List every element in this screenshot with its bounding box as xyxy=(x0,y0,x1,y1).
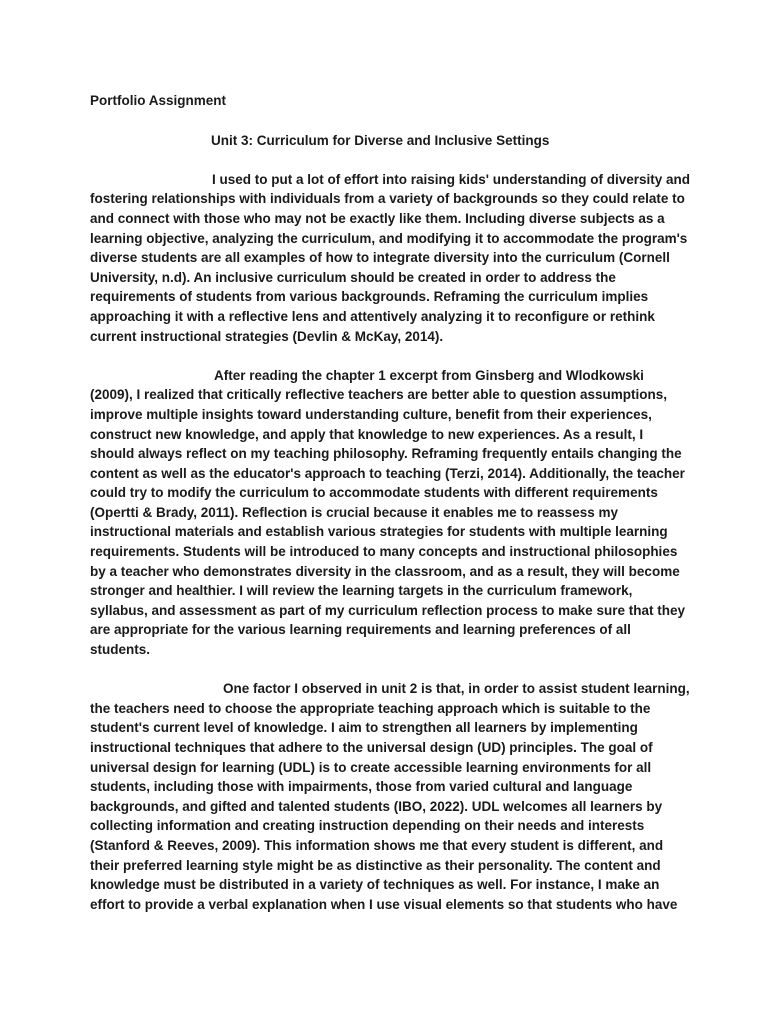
document-heading: Portfolio Assignment xyxy=(90,93,227,108)
paragraph-2: After reading the chapter 1 excerpt from Ginsberg and Wlodkowski (2009), I realized that critically reflective teachers are better able to question assumptions, improve multiple insights toward understanding culture, benefit from their experiences, construct new knowledge, and apply that knowledge to new experiences. As a result, I should always reflect on my teaching philosophy. Reframing frequently entails changing the content as well as the educator's approach to teaching (Terzi, 2014). Additionally, the teacher could try to modify the curriculum to accommodate students with different requirements (Opertti & Brady, 2011). Reflection is crucial because it enables me to reassess my instructional materials and establish various strategies for students with multiple learning requirements. Students will be introduced to many concepts and instructional philosophies by a teacher who demonstrates diversity in the classroom, and as a result, they will become stronger and healthier. I will review the learning targets in the curriculum framework, syllabus, and assessment as part of my curriculum reflection process to make sure that they are appropriate for the various learning requirements and learning preferences of all students. xyxy=(90,367,685,658)
document-subtitle: Unit 3: Curriculum for Diverse and Inclusive Settings xyxy=(211,132,550,148)
paragraph-1: I used to put a lot of effort into raising kids' understanding of diversity and fostering relationships with individuals from a variety of backgrounds so they could relate to and connect with those who may not be exactly like them. Including diverse subjects as a learning objective, analyzing the curriculum, and modifying it to accommodate the program's diverse students are all examples of how to integrate diversity into the curriculum (Cornell University, n.d). An inclusive curriculum should be created in order to address the requirements of students from various backgrounds. Reframing the curriculum implies approaching it with a reflective lens and attentively analyzing it to reconfigure or rethink current instructional strategies (Devlin & McKay, 2014). xyxy=(90,171,690,344)
paragraph-3: One factor I observed in unit 2 is that, in order to assist student learning, the teachers need to choose the appropriate teaching approach which is suitable to the student's current level of knowledge. I aim to strengthen all learners by implementing instructional techniques that adhere to the universal design (UD) principles. The goal of universal design for learning (UDL) is to create accessible learning environments for all students, including those with impairments, those from varied cultural and language backgrounds, and gifted and talented students (IBO, 2022). UDL welcomes all learners by collecting information and creating instruction depending on their needs and interests (Stanford & Reeves, 2009). This information shows me that every student is different, and their preferred learning style might be as distinctive as their personality. The content and knowledge must be distributed in a variety of techniques as well. For instance, I make an effort to provide a verbal explanation when I use visual elements so that students who have xyxy=(90,681,690,912)
document-body xyxy=(90,91,690,914)
